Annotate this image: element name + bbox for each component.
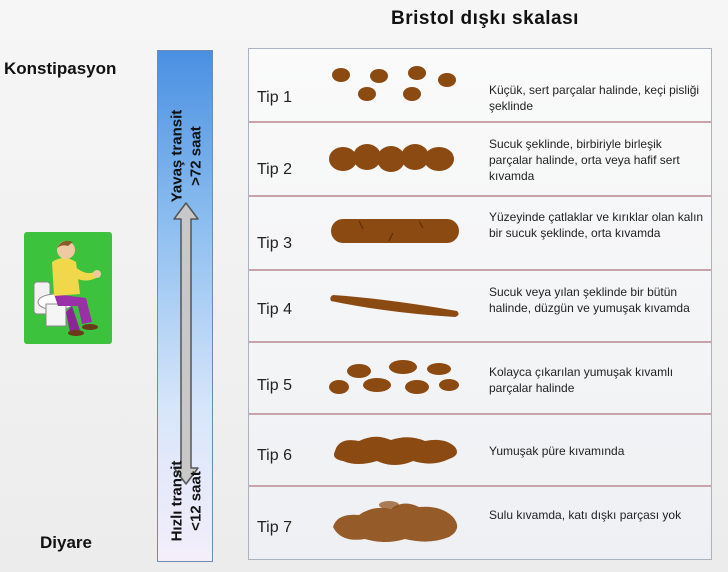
fast-transit-line1: Hızlı transit xyxy=(168,460,186,542)
tip-label: Tip 6 xyxy=(257,447,292,464)
table-row-tip-3 xyxy=(249,197,711,271)
description-text: Yumuşak püre kıvamında xyxy=(489,444,625,458)
table-row-tip-5 xyxy=(249,343,711,415)
table-row-tip-4 xyxy=(249,271,711,343)
slow-transit-line1: Yavaş transit xyxy=(168,109,185,203)
description-text: Sucuk şeklinde, birbiriyle birleşik parçalar halinde, orta veya hafif sert kıvamda xyxy=(489,137,680,183)
tip-label: Tip 1 xyxy=(257,89,292,106)
fast-transit-label xyxy=(158,441,214,561)
stool-type-1-image xyxy=(329,63,459,107)
stool-type-2-image xyxy=(329,139,457,179)
transit-gradient-bar xyxy=(157,50,213,562)
stool-type-6-image xyxy=(329,431,461,471)
table-row-tip-7 xyxy=(249,487,711,559)
tip-label: Tip 5 xyxy=(257,377,292,394)
bristol-scale-table xyxy=(248,48,712,560)
tip-label: Tip 3 xyxy=(257,235,292,252)
stool-type-4-image xyxy=(329,285,463,321)
tip-label: Tip 4 xyxy=(257,301,292,318)
table-row-tip-2 xyxy=(249,123,711,197)
table-row-tip-6 xyxy=(249,415,711,487)
description-text: Sucuk veya yılan şeklinde bir bütün halinde, düzgün ve yumuşak kıvamda xyxy=(489,285,690,315)
page-title: Bristol dışkı skalası xyxy=(391,8,579,29)
description-text: Küçük, sert parçalar halinde, keçi pisliği şeklinde xyxy=(489,83,700,113)
table-row-tip-1 xyxy=(249,49,711,123)
stool-type-7-image xyxy=(329,497,463,547)
description-text: Yüzeyinde çatlaklar ve kırıklar olan kalın bir sucuk şeklinde, orta kıvamda xyxy=(489,210,704,240)
constipation-label: Konstipasyon xyxy=(4,59,117,78)
slow-transit-line2: >72 saat xyxy=(187,126,204,186)
diarrhea-label: Diyare xyxy=(40,533,92,552)
person-on-toilet-image xyxy=(24,232,112,344)
fast-transit-line2: <12 saat xyxy=(187,471,205,531)
tip-label: Tip 2 xyxy=(257,161,292,178)
stool-type-5-image xyxy=(329,357,461,403)
tip-label: Tip 7 xyxy=(257,519,292,536)
description-text: Kolayca çıkarılan yumuşak kıvamlı parçalar halinde xyxy=(489,365,674,395)
description-text: Sulu kıvamda, katı dışkı parçası yok xyxy=(489,508,682,522)
stool-type-3-image xyxy=(329,213,461,249)
